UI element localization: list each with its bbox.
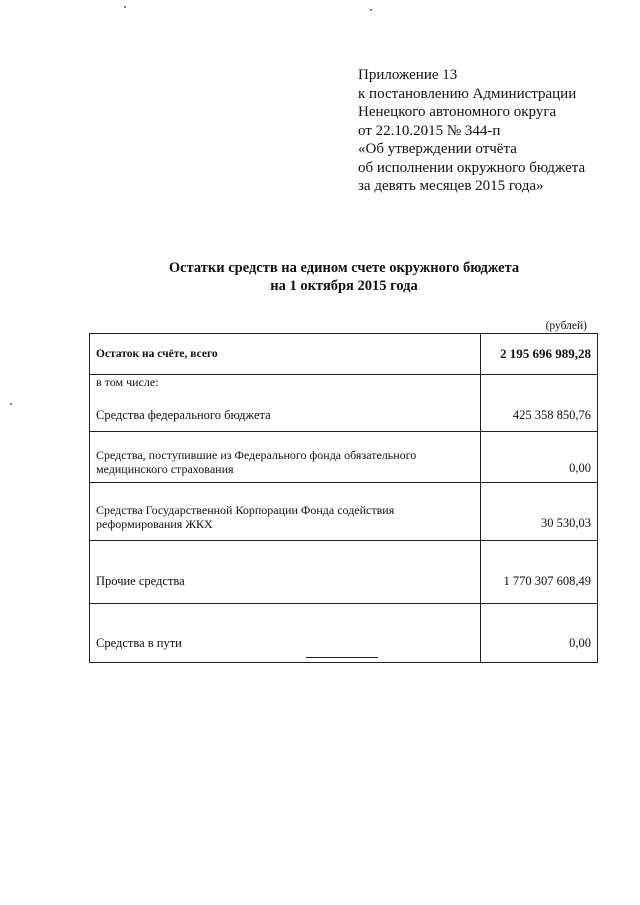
table-row [90, 604, 598, 663]
row-label: Средства в пути [90, 604, 481, 663]
appendix-line: об исполнении окружного бюджета [358, 159, 586, 176]
appendix-line: Приложение 13 [358, 67, 458, 83]
table-row-total [90, 334, 598, 375]
table-row [90, 375, 598, 432]
end-of-document-line [306, 657, 378, 658]
units-note: (рублей) [545, 320, 587, 332]
appendix-line: Ненецкого автономного округа [358, 104, 557, 120]
appendix-line: за девять месяцев 2015 года» [358, 178, 544, 194]
including-label: в том числе: [96, 375, 159, 389]
appendix-line: к постановлению Администрации [358, 85, 577, 102]
row-label [90, 375, 481, 432]
row-value: 425 358 850,76 [481, 375, 598, 432]
scan-speck [10, 403, 12, 405]
row-label-text: Средства федерального бюджета [96, 408, 271, 422]
row-value: 0,00 [481, 432, 598, 483]
table-row [90, 541, 598, 604]
row-label: Средства, поступившие из Федерального фонда обязательного медицинского страхования [90, 432, 481, 483]
table-row [90, 483, 598, 541]
row-label: Средства Государственной Корпорации Фонда содействия реформирования ЖКХ [90, 483, 481, 541]
document-title [90, 259, 598, 295]
table-row [90, 432, 598, 483]
title-line-1: Остатки средств на едином счете окружного бюджета [168, 260, 520, 276]
appendix-line: «Об утверждении отчёта [358, 141, 517, 157]
row-value: 1 770 307 608,49 [481, 541, 598, 604]
title-line-2: на 1 октября 2015 года [270, 278, 418, 294]
total-label: Остаток на счёте, всего [90, 334, 481, 375]
scan-speck [370, 9, 372, 11]
balances-table [89, 333, 598, 663]
row-value: 0,00 [481, 604, 598, 663]
row-label: Прочие средства [90, 541, 481, 604]
total-value: 2 195 696 989,28 [481, 334, 598, 375]
scan-speck [124, 6, 126, 8]
row-value: 30 530,03 [481, 483, 598, 541]
appendix-header [358, 66, 628, 196]
appendix-line: от 22.10.2015 № 344-п [358, 122, 501, 139]
